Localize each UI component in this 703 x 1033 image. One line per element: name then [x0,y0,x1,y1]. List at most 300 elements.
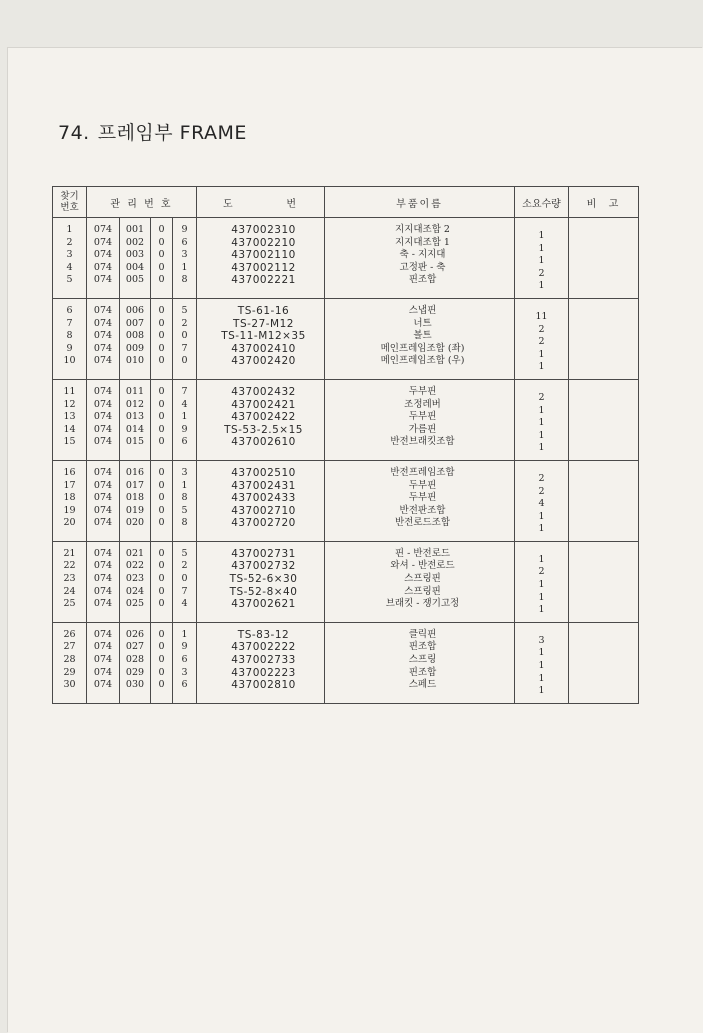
mgmt-code-c-cell [151,379,173,460]
quantity: 1 [538,348,545,360]
drawing-number: 437002810 [231,679,296,692]
section-title: 프레임부 FRAME [97,122,247,144]
remarks-cell [569,541,639,622]
find-number: 30 [63,679,76,691]
mgmt-code-a: 074 [93,423,113,435]
mgmt-code-c: 0 [158,411,165,423]
quantity-cell [515,622,569,703]
drawing-number-cell [197,298,325,379]
table-row-group [53,379,639,460]
mgmt-code-b-cell [120,622,151,703]
mgmt-code-d-cell [173,541,197,622]
mgmt-code-d: 1 [181,628,188,640]
mgmt-code-c: 0 [158,423,165,435]
remarks-cell [569,298,639,379]
mgmt-code-b: 007 [125,317,145,329]
mgmt-code-c: 0 [158,492,165,504]
mgmt-code-d: 5 [181,304,188,316]
part-name-cell [325,218,515,299]
drawing-number: 437002112 [231,261,296,274]
part-name: 스페드 [408,679,437,691]
table-row [53,622,639,703]
table-row [53,298,639,379]
part-name: 와셔 - 반전로드 [390,560,455,572]
mgmt-code-c: 0 [158,547,165,559]
mgmt-code-b: 023 [125,573,145,585]
mgmt-code-b: 015 [125,436,145,448]
drawing-number: 437002221 [231,274,296,287]
quantity: 1 [538,647,545,659]
mgmt-code-b: 005 [125,274,145,286]
mgmt-code-c: 0 [158,274,165,286]
part-name: 핀 - 반전로드 [394,547,451,559]
mgmt-code-a: 074 [93,342,113,354]
drawing-number-cell [197,379,325,460]
quantity: 2 [538,323,545,335]
part-name-cell [325,622,515,703]
part-name: 두부핀 [408,385,437,397]
mgmt-code-c-cell [151,541,173,622]
find-number: 6 [66,304,73,316]
find-number: 19 [63,504,76,516]
find-number: 13 [63,411,76,423]
find-number: 4 [66,261,73,273]
drawing-number: 437002621 [231,598,296,611]
mgmt-code-c: 0 [158,436,165,448]
find-number: 10 [63,355,76,367]
part-name: 축 - 지지대 [399,249,446,261]
quantity: 2 [538,336,545,348]
quantity: 1 [538,523,545,535]
mgmt-code-a: 074 [93,411,113,423]
part-name-cell [325,541,515,622]
drawing-number: 437002710 [231,504,296,517]
mgmt-code-d: 5 [181,547,188,559]
drawing-number: 437002510 [231,466,296,479]
mgmt-code-d: 6 [181,654,188,666]
mgmt-code-a: 074 [93,466,113,478]
mgmt-code-b: 022 [125,560,145,572]
quantity-cell [515,218,569,299]
mgmt-code-a: 074 [93,679,113,691]
part-name: 반전프레임조합 [390,466,455,478]
mgmt-code-a-cell [87,622,120,703]
parts-table [52,186,639,704]
part-name: 반전로드조합 [394,517,451,529]
mgmt-code-b: 027 [125,641,145,653]
quantity: 1 [538,660,545,672]
find-number: 27 [63,641,76,653]
find-number: 28 [63,654,76,666]
find-number: 26 [63,628,76,640]
quantity: 1 [538,442,545,454]
find-number: 17 [63,479,76,491]
quantity-cell [515,298,569,379]
mgmt-code-b: 025 [125,598,145,610]
mgmt-code-d: 2 [181,317,188,329]
part-name: 브래킷 - 쟁기고정 [385,598,460,610]
mgmt-code-c-cell [151,218,173,299]
mgmt-code-c: 0 [158,560,165,572]
quantity: 2 [538,391,545,403]
drawing-number: 437002310 [231,224,296,236]
drawing-number-cell [197,218,325,299]
mgmt-code-a: 074 [93,504,113,516]
mgmt-code-b-cell [120,541,151,622]
mgmt-code-a: 074 [93,249,113,261]
mgmt-code-b: 014 [125,423,145,435]
mgmt-code-b: 004 [125,261,145,273]
mgmt-code-d: 7 [181,385,188,397]
quantity: 4 [538,498,545,510]
drawing-number: 437002421 [231,398,296,411]
mgmt-code-a: 074 [93,560,113,572]
quantity-cell [515,460,569,541]
drawing-number: TS-52-8×40 [229,585,298,598]
drawing-number: 437002110 [231,249,296,262]
mgmt-code-c: 0 [158,398,165,410]
section-number: 74. [58,122,90,144]
part-name: 두부핀 [408,479,437,491]
mgmt-code-c: 0 [158,236,165,248]
mgmt-code-b: 029 [125,666,145,678]
find-number: 18 [63,492,76,504]
mgmt-code-b: 020 [125,517,145,529]
find-number: 16 [63,466,76,478]
part-name: 메인프레임조합 (우) [380,355,465,367]
drawing-number: 437002432 [231,385,296,398]
quantity: 2 [538,485,545,497]
table-row-group [53,218,639,299]
mgmt-code-c: 0 [158,585,165,597]
mgmt-code-d: 6 [181,679,188,691]
mgmt-code-d: 0 [181,330,188,342]
quantity: 1 [538,553,545,565]
drawing-number: 437002210 [231,236,296,249]
mgmt-code-c: 0 [158,679,165,691]
mgmt-code-c: 0 [158,304,165,316]
part-name: 메인프레임조합 (좌) [380,342,465,354]
part-name: 클릭핀 [408,628,437,640]
mgmt-code-d: 3 [181,466,188,478]
part-name-cell [325,298,515,379]
find-number-cell [53,298,87,379]
mgmt-code-a: 074 [93,398,113,410]
remarks-cell [569,460,639,541]
find-number: 25 [63,598,76,610]
mgmt-code-b: 019 [125,504,145,516]
mgmt-code-b: 008 [125,330,145,342]
quantity: 1 [538,404,545,416]
find-number: 7 [66,317,73,329]
mgmt-code-c: 0 [158,628,165,640]
find-number: 24 [63,585,76,597]
part-name: 지지대조합 1 [395,236,450,248]
mgmt-code-a: 074 [93,598,113,610]
mgmt-code-b: 010 [125,355,145,367]
find-number: 5 [66,274,73,286]
drawing-number: 437002720 [231,517,296,530]
quantity: 1 [538,685,545,697]
mgmt-code-b-cell [120,460,151,541]
remarks-cell [569,218,639,299]
mgmt-code-b-cell [120,379,151,460]
mgmt-code-a: 074 [93,436,113,448]
find-number: 29 [63,666,76,678]
mgmt-code-d: 8 [181,492,188,504]
quantity: 2 [538,472,545,484]
mgmt-code-a-cell [87,218,120,299]
find-number: 14 [63,423,76,435]
part-name: 반전판조합 [399,504,446,516]
mgmt-code-d: 9 [181,641,188,653]
mgmt-code-c: 0 [158,517,165,529]
part-name: 가름핀 [408,423,437,435]
header-drawing-number: 도 번 [197,187,325,218]
drawing-number: 437002610 [231,436,296,449]
find-number-cell [53,218,87,299]
drawing-number: 437002420 [231,355,296,368]
mgmt-code-a: 074 [93,666,113,678]
drawing-number: 437002410 [231,342,296,355]
drawing-number: 437002733 [231,654,296,667]
part-name: 스프링 [408,654,437,666]
quantity: 2 [538,566,545,578]
find-number: 12 [63,398,76,410]
mgmt-code-b: 016 [125,466,145,478]
find-number-cell [53,460,87,541]
mgmt-code-d: 8 [181,274,188,286]
drawing-number: 437002223 [231,666,296,679]
table-row-group [53,622,639,703]
header-part-name: 부품이름 [325,187,515,218]
mgmt-code-a-cell [87,298,120,379]
mgmt-code-d-cell [173,298,197,379]
quantity-cell [515,541,569,622]
mgmt-code-c: 0 [158,355,165,367]
find-number: 3 [66,249,73,261]
mgmt-code-d: 7 [181,342,188,354]
find-number-cell [53,622,87,703]
mgmt-code-a: 074 [93,492,113,504]
mgmt-code-a: 074 [93,330,113,342]
mgmt-code-a: 074 [93,479,113,491]
quantity: 1 [538,672,545,684]
part-name: 고정판 - 축 [399,261,446,273]
mgmt-code-b: 001 [125,224,145,235]
mgmt-code-d-cell [173,218,197,299]
mgmt-code-d: 6 [181,436,188,448]
drawing-number-cell [197,622,325,703]
mgmt-code-c: 0 [158,573,165,585]
mgmt-code-b: 026 [125,628,145,640]
part-name: 너트 [413,317,432,329]
drawing-number: TS-53-2.5×15 [224,423,303,436]
find-number-cell [53,541,87,622]
mgmt-code-b: 017 [125,479,145,491]
mgmt-code-d: 1 [181,479,188,491]
drawing-number: TS-27-M12 [233,317,294,330]
mgmt-code-c: 0 [158,330,165,342]
mgmt-code-a: 074 [93,274,113,286]
header-quantity: 소요수량 [515,187,569,218]
drawing-number: TS-11-M12×35 [221,330,306,343]
drawing-number-cell [197,460,325,541]
find-number: 15 [63,436,76,448]
quantity: 1 [538,604,545,616]
mgmt-code-a: 074 [93,654,113,666]
header-no: 찾기 번호 [53,187,87,218]
find-number: 11 [63,385,76,397]
remarks-cell [569,622,639,703]
mgmt-code-c: 0 [158,479,165,491]
mgmt-code-c-cell [151,298,173,379]
part-name-cell [325,460,515,541]
mgmt-code-b: 003 [125,249,145,261]
mgmt-code-b: 024 [125,585,145,597]
table-row-group [53,541,639,622]
mgmt-code-a: 074 [93,261,113,273]
mgmt-code-a: 074 [93,304,113,316]
drawing-number: TS-52-6×30 [229,573,298,586]
part-name: 스냅핀 [408,304,437,316]
find-number: 8 [66,330,73,342]
mgmt-code-c-cell [151,622,173,703]
mgmt-code-d: 1 [181,411,188,423]
mgmt-code-c: 0 [158,641,165,653]
table-row [53,460,639,541]
mgmt-code-b: 011 [125,385,145,397]
drawing-number: 437002732 [231,560,296,573]
mgmt-code-d: 5 [181,504,188,516]
drawing-number: 437002222 [231,641,296,654]
mgmt-code-c: 0 [158,224,165,235]
mgmt-code-a: 074 [93,517,113,529]
quantity-cell [515,379,569,460]
mgmt-code-d: 4 [181,398,188,410]
quantity: 1 [538,242,545,254]
drawing-number: 437002431 [231,479,296,492]
quantity: 2 [538,267,545,279]
mgmt-code-a: 074 [93,224,113,235]
part-name: 지지대조합 2 [395,224,450,235]
mgmt-code-c: 0 [158,342,165,354]
header-mgmt-number: 관 리 번 호 [87,187,197,218]
part-name: 핀조합 [408,666,437,678]
drawing-number: 437002731 [231,547,296,560]
drawing-number-cell [197,541,325,622]
find-number: 9 [66,342,73,354]
table-row [53,541,639,622]
mgmt-code-c: 0 [158,598,165,610]
mgmt-code-b: 009 [125,342,145,354]
mgmt-code-a: 074 [93,355,113,367]
part-name-cell [325,379,515,460]
mgmt-code-b-cell [120,218,151,299]
quantity: 1 [538,280,545,292]
mgmt-code-b: 002 [125,236,145,248]
mgmt-code-c: 0 [158,261,165,273]
quantity: 3 [538,634,545,646]
find-number: 21 [63,547,76,559]
quantity: 1 [538,417,545,429]
drawing-number: TS-61-16 [237,304,290,317]
table-row [53,379,639,460]
mgmt-code-d-cell [173,460,197,541]
part-name: 볼트 [413,330,432,342]
find-number: 1 [66,224,73,235]
table-header-row [53,187,639,218]
mgmt-code-d-cell [173,622,197,703]
quantity: 1 [538,579,545,591]
quantity: 1 [538,230,545,241]
mgmt-code-b: 013 [125,411,145,423]
mgmt-code-b-cell [120,298,151,379]
mgmt-code-a: 074 [93,585,113,597]
mgmt-code-a-cell [87,379,120,460]
quantity: 1 [538,361,545,373]
mgmt-code-a-cell [87,541,120,622]
mgmt-code-c: 0 [158,249,165,261]
mgmt-code-d: 1 [181,261,188,273]
page-title [58,118,255,145]
part-name: 핀조합 [408,274,437,286]
find-number: 20 [63,517,76,529]
mgmt-code-d-cell [173,379,197,460]
quantity: 1 [538,591,545,603]
mgmt-code-c-cell [151,460,173,541]
mgmt-code-d: 9 [181,224,188,235]
part-name: 스프링핀 [404,573,441,585]
mgmt-code-b: 030 [125,679,145,691]
part-name: 두부핀 [408,492,437,504]
mgmt-code-c: 0 [158,666,165,678]
mgmt-code-d: 7 [181,585,188,597]
mgmt-code-b: 028 [125,654,145,666]
mgmt-code-d: 3 [181,249,188,261]
mgmt-code-b: 021 [125,547,145,559]
mgmt-code-c: 0 [158,654,165,666]
part-name: 두부핀 [408,411,437,423]
mgmt-code-a: 074 [93,628,113,640]
part-name: 스프링핀 [404,585,441,597]
mgmt-code-d: 4 [181,598,188,610]
quantity: 1 [538,255,545,267]
mgmt-code-d: 3 [181,666,188,678]
table-row-group [53,460,639,541]
mgmt-code-b: 012 [125,398,145,410]
part-name: 조정레버 [404,398,441,410]
find-number: 22 [63,560,76,572]
quantity: 11 [535,310,548,322]
header-remarks: 비 고 [569,187,639,218]
mgmt-code-a: 074 [93,385,113,397]
mgmt-code-a: 074 [93,573,113,585]
find-number: 2 [66,236,73,248]
mgmt-code-c: 0 [158,385,165,397]
find-number-cell [53,379,87,460]
quantity: 1 [538,429,545,441]
mgmt-code-d: 0 [181,355,188,367]
table-row-group [53,298,639,379]
mgmt-code-c: 0 [158,504,165,516]
mgmt-code-d: 9 [181,423,188,435]
mgmt-code-a-cell [87,460,120,541]
mgmt-code-d: 8 [181,517,188,529]
drawing-number: 437002433 [231,492,296,505]
table-row [53,218,639,299]
drawing-number: TS-83-12 [237,628,290,641]
